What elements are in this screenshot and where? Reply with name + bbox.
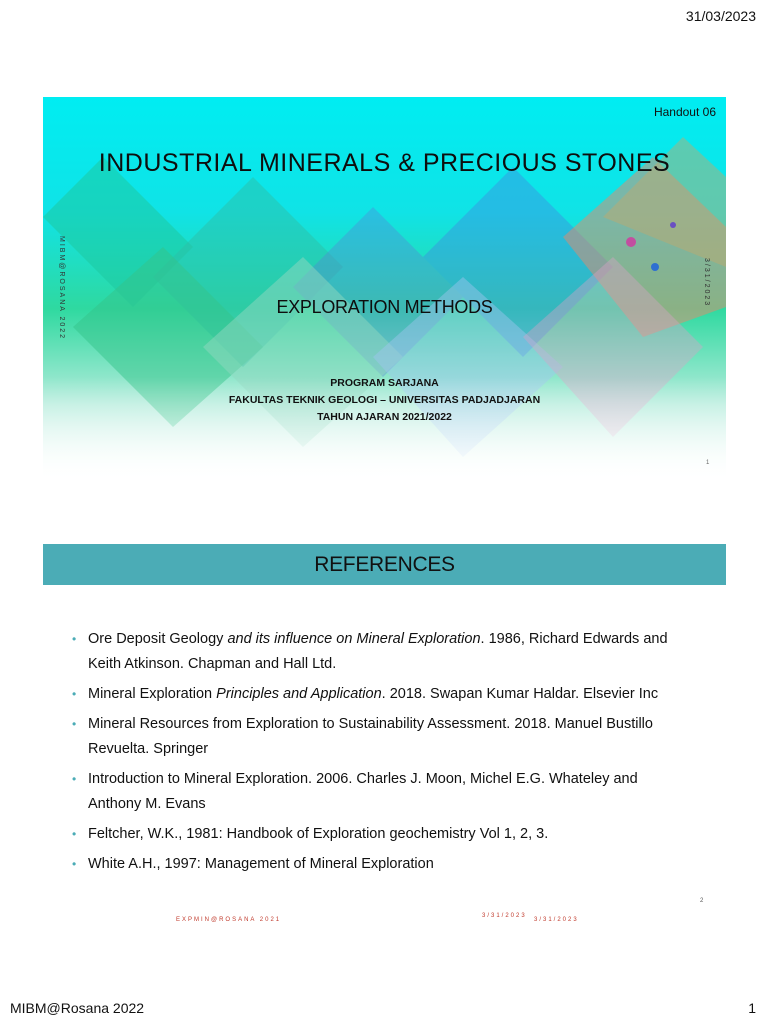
slide2-footer-date-1: 3/31/2023 xyxy=(482,913,527,919)
list-item: • Ore Deposit Geology and its influence on Mineral Exploration. 1986, Richard Edwards and Keith Atkinson. Chapman and Hall Ltd. xyxy=(70,627,690,677)
list-item: • Mineral Resources from Exploration to Sustainability Assessment. 2018. Manuel Bustillo Revuelta. Springer xyxy=(70,712,690,762)
bullet-icon: • xyxy=(72,717,77,731)
list-item: • Mineral Exploration Principles and Application. 2018. Swapan Kumar Haldar. Elsevier Inc xyxy=(70,682,690,707)
references-banner xyxy=(43,544,726,585)
slide1-number: 1 xyxy=(706,460,710,466)
list-item: • White A.H., 1997: Management of Mineral Exploration xyxy=(70,852,690,877)
references-title: REFERENCES xyxy=(314,552,455,576)
program-line-2: FAKULTAS TEKNIK GEOLOGI – UNIVERSITAS PADJADJARAN xyxy=(228,394,541,406)
program-info xyxy=(43,375,726,426)
handout-label: Handout 06 xyxy=(653,105,716,119)
list-item: • Introduction to Mineral Exploration. 2006. Charles J. Moon, Michel E.G. Whateley and Anthony M. Evans xyxy=(70,767,690,817)
slide2-number: 2 xyxy=(700,898,704,904)
bullet-icon: • xyxy=(72,687,77,701)
slide2-footer-author: EXPMIN@ROSANA 2021 xyxy=(176,917,282,923)
title-slide xyxy=(43,97,726,482)
program-line-1: PROGRAM SARJANA xyxy=(330,377,439,389)
side-right-date: 3/31/2023 xyxy=(703,258,710,308)
page-date: 31/03/2023 xyxy=(685,8,756,24)
bullet-icon: • xyxy=(72,772,77,786)
list-item: • Feltcher, W.K., 1981: Handbook of Exploration geochemistry Vol 1, 2, 3. xyxy=(70,822,690,847)
bullet-icon: • xyxy=(72,632,77,646)
program-line-3: TAHUN AJARAN 2021/2022 xyxy=(317,411,452,423)
side-left-watermark: MIBM@ROSANA 2022 xyxy=(58,236,65,341)
bullet-icon: • xyxy=(72,827,77,841)
slide-subtitle: EXPLORATION METHODS xyxy=(276,297,493,317)
page-number: 1 xyxy=(748,1000,756,1016)
slide2-footer-date-2: 3/31/2023 xyxy=(534,917,579,923)
slide-title: INDUSTRIAL MINERALS & PRECIOUS STONES xyxy=(98,149,671,177)
references-list xyxy=(70,627,690,882)
bullet-icon: • xyxy=(72,857,77,871)
page-footer-author: MIBM@Rosana 2022 xyxy=(10,1000,145,1016)
